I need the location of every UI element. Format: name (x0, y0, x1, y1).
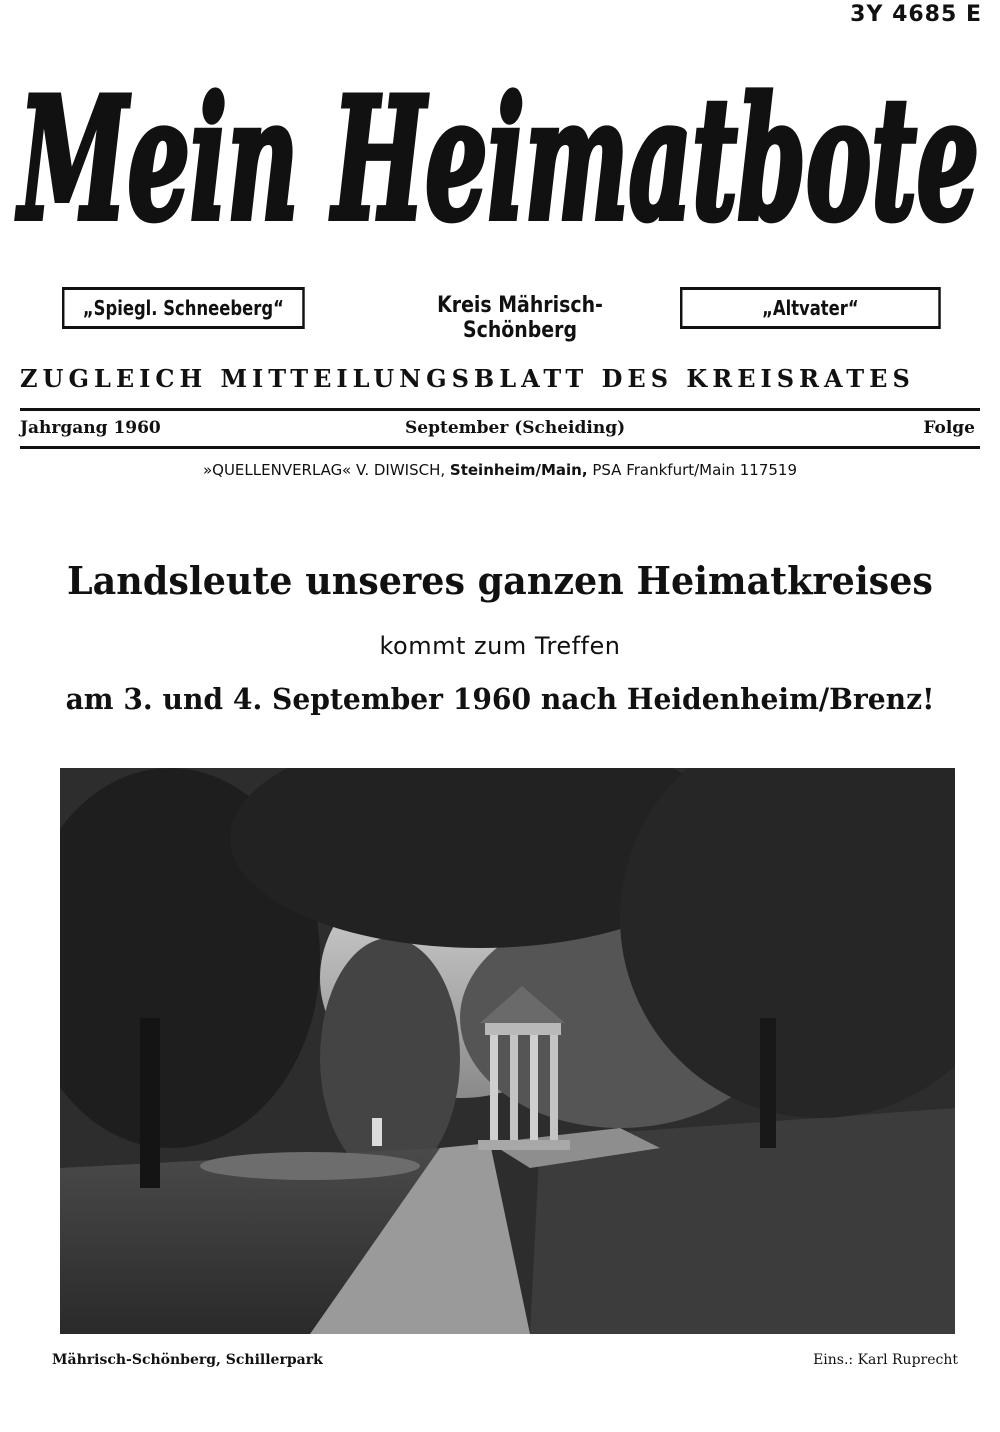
masthead-boxes (0, 287, 1000, 343)
issue-month: September (Scheiding) (405, 418, 626, 438)
svg-text:Mein Heimatbote: Mein Heimatbote (16, 60, 980, 258)
masthead-title (14, 40, 984, 272)
masthead-subtitle: ZUGLEICH MITTEILUNGSBLATT DES KREISRATES (20, 364, 915, 393)
masthead-logo (14, 40, 984, 272)
publisher-line (0, 461, 1000, 479)
right-box (680, 287, 941, 329)
left-box-label: „Spiegl. Schneeberg“ (82, 296, 284, 320)
issue-info (20, 418, 975, 444)
park-photo-image (60, 768, 955, 1334)
headline: Landsleute unseres ganzen Heimatkreises (67, 558, 933, 603)
divider-top (20, 408, 980, 411)
publisher-name: »QUELLENVERLAG« V. DIWISCH, (202, 461, 446, 479)
photo-credit: Eins.: Karl Ruprecht (813, 1352, 958, 1368)
divider-bottom (20, 446, 980, 449)
issue-year: Jahrgang 1960 (20, 418, 161, 438)
postal-code: 3Y 4685 E (850, 2, 982, 27)
park-photo (60, 768, 955, 1334)
right-box-label: „Altvater“ (762, 296, 859, 320)
subline: kommt zum Treffen (379, 632, 621, 660)
district-name: Kreis Mährisch-Schönberg (437, 293, 603, 343)
left-box (62, 287, 305, 329)
publisher-psa: PSA Frankfurt/Main 117519 (592, 461, 798, 479)
issue-sequence: Folge (923, 418, 975, 438)
publisher-city: Steinheim/Main, (449, 461, 588, 479)
dateline: am 3. und 4. September 1960 nach Heidenheim/Brenz! (65, 682, 935, 716)
photo-caption: Mährisch-Schönberg, Schillerpark (52, 1352, 323, 1368)
